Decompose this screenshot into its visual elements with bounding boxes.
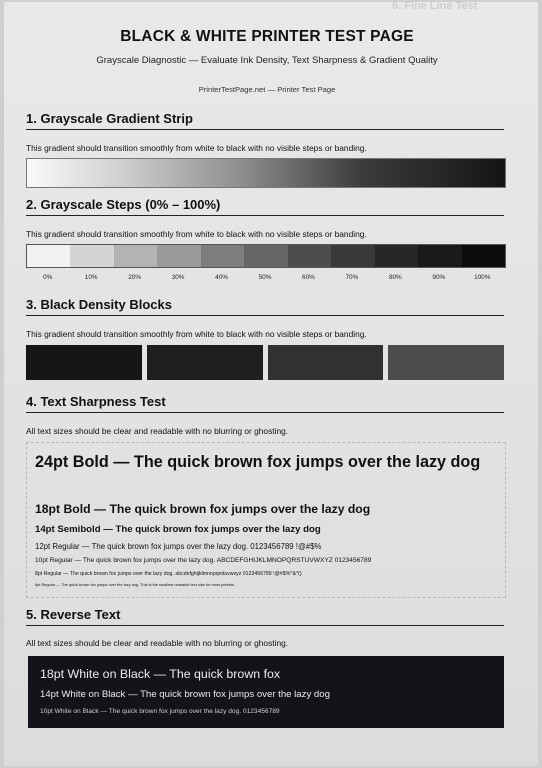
grayscale-gradient-strip xyxy=(26,158,506,188)
grayscale-step-swatch xyxy=(462,245,505,267)
grayscale-step-label: 20% xyxy=(128,274,142,281)
section-heading-density: 3. Black Density Blocks xyxy=(26,297,504,316)
section-description-gradient: This gradient should transition smoothly from white to black with no visible steps or banding. xyxy=(26,143,367,153)
grayscale-step-swatch xyxy=(288,245,331,267)
grayscale-step-label: 70% xyxy=(345,274,359,281)
grayscale-step-label: 10% xyxy=(84,274,98,281)
density-blocks xyxy=(26,345,504,380)
text-sample-14pt: 14pt Semibold — The quick brown fox jumps over the lazy dog xyxy=(35,524,321,535)
grayscale-step-swatch xyxy=(70,245,113,267)
grayscale-step-label: 80% xyxy=(388,274,402,281)
grayscale-step-swatch xyxy=(244,245,287,267)
text-sample-6pt: 6pt Regular — The quick brown fox jumps over the lazy dog. This is the smallest readable text size for most printers. xyxy=(35,582,236,587)
density-block xyxy=(147,345,263,380)
page-source: PrinterTestPage.net — Printer Test Page xyxy=(198,85,336,94)
section-heading-gradient: 1. Grayscale Gradient Strip xyxy=(26,111,504,130)
bleed-through-text: 6. Fine Line Test xyxy=(392,0,478,12)
text-sample-8pt: 8pt Regular — The quick brown fox jumps over the lazy dog. abcdefghijklmnopqrstuvwxyz 0123456789 !@#$%^&*() xyxy=(35,571,302,577)
grayscale-step-swatch xyxy=(201,245,244,267)
density-block xyxy=(388,345,504,380)
text-sample-12pt: 12pt Regular — The quick brown fox jumps over the lazy dog. 0123456789 !@#$% xyxy=(35,542,322,551)
reverse-text-18pt: 18pt White on Black — The quick brown fox xyxy=(40,667,281,681)
page-subtitle: Grayscale Diagnostic — Evaluate Ink Density, Text Sharpness & Gradient Quality xyxy=(96,55,438,66)
grayscale-step-swatch xyxy=(375,245,418,267)
grayscale-steps-bar xyxy=(26,244,506,268)
reverse-text-10pt: 10pt White on Black — The quick brown fox jumps over the lazy dog. 0123456789 xyxy=(40,708,280,715)
grayscale-step-label: 40% xyxy=(215,274,228,281)
grayscale-step-label: 30% xyxy=(171,274,185,281)
text-sample-10pt: 10pt Regular — The quick brown fox jumps over the lazy dog. ABCDEFGHIJKLMNOPQRSTUVWXYZ 0123456789 xyxy=(35,557,372,564)
grayscale-step-label: 60% xyxy=(302,274,315,281)
density-block xyxy=(26,345,142,380)
grayscale-step-swatch xyxy=(114,245,157,267)
grayscale-step-swatch xyxy=(157,245,200,267)
density-block xyxy=(268,345,384,380)
section-description-density: This gradient should transition smoothly from white to black with no visible steps or banding. xyxy=(26,329,367,339)
grayscale-step-labels xyxy=(26,274,504,281)
grayscale-step-label: 0% xyxy=(43,274,53,281)
section-heading-sharpness: 4. Text Sharpness Test xyxy=(26,394,504,413)
grayscale-step-label: 50% xyxy=(258,274,272,281)
section-description-reverse: All text sizes should be clear and readable with no blurring or ghosting. xyxy=(26,638,289,648)
grayscale-step-label: 100% xyxy=(474,274,491,281)
text-sample-18pt: 18pt Bold — The quick brown fox jumps over the lazy dog xyxy=(35,502,371,516)
grayscale-step-swatch xyxy=(418,245,461,267)
grayscale-step-swatch xyxy=(331,245,374,267)
grayscale-step-label: 90% xyxy=(432,274,446,281)
page-title: BLACK & WHITE PRINTER TEST PAGE xyxy=(120,28,414,45)
text-sample-24pt: 24pt Bold — The quick brown fox jumps over the lazy dog xyxy=(35,453,481,471)
section-heading-steps: 2. Grayscale Steps (0% – 100%) xyxy=(26,197,504,216)
section-description-steps: This gradient should transition smoothly from white to black with no visible steps or banding. xyxy=(26,229,367,239)
section-description-sharpness: All text sizes should be clear and readable with no blurring or ghosting. xyxy=(26,426,289,436)
section-heading-reverse: 5. Reverse Text xyxy=(26,607,504,626)
reverse-text-14pt: 14pt White on Black — The quick brown fox jumps over the lazy dog xyxy=(40,689,330,700)
grayscale-step-swatch xyxy=(27,245,70,267)
